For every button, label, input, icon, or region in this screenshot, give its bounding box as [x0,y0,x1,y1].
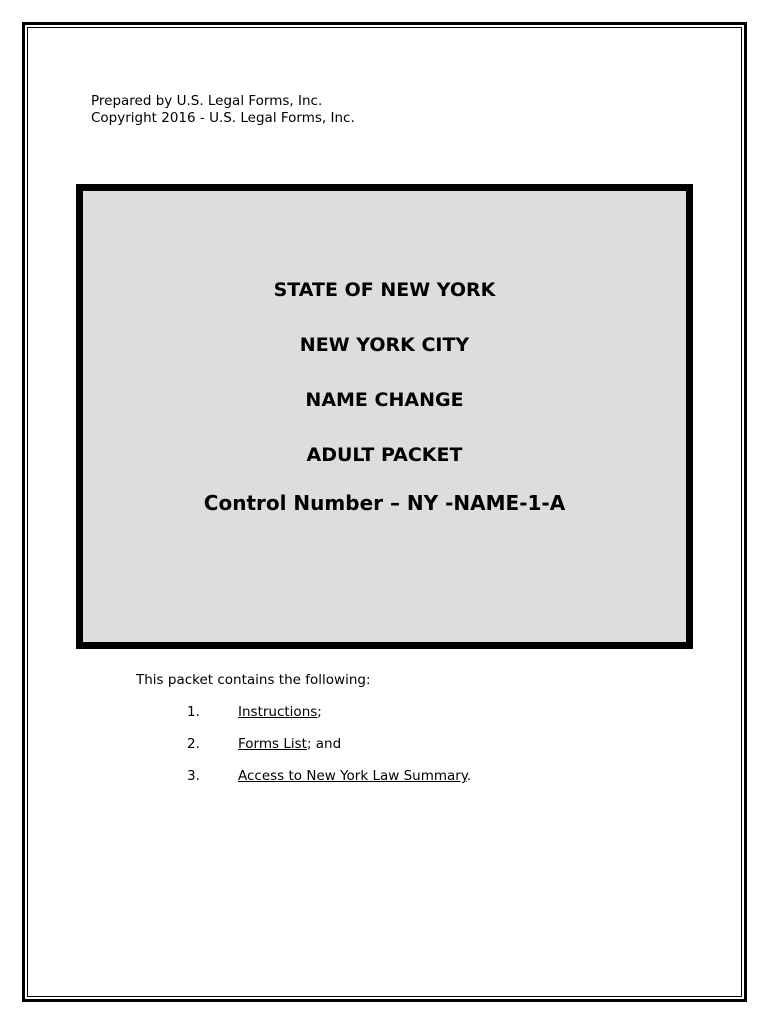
list-item-suffix: ; [317,704,322,720]
forms-list-link[interactable]: Forms List [238,736,307,752]
law-summary-link[interactable]: Access to New York Law Summary [238,768,467,784]
packet-title: ADULT PACKET [306,444,463,466]
list-item [187,736,341,752]
title-box [76,184,693,649]
list-item [187,768,471,784]
preparer-notice [91,93,355,127]
list-item-number: 2. [187,736,200,752]
city-title: NEW YORK CITY [299,334,470,356]
list-item-suffix: . [466,768,472,784]
list-item-number: 1. [187,704,200,720]
list-item-number: 3. [187,768,200,784]
list-item [187,704,322,720]
instructions-link[interactable]: Instructions [238,704,318,720]
copyright-text: Copyright 2016 - U.S. Legal Forms, Inc. [91,110,355,126]
state-title: STATE OF NEW YORK [273,279,496,301]
list-item-suffix: ; and [306,736,342,752]
prepared-by-text: Prepared by U.S. Legal Forms, Inc. [91,93,323,109]
subject-title: NAME CHANGE [305,389,464,411]
contents-intro: This packet contains the following: [136,672,371,688]
control-number: Control Number – NY -NAME-1-A [203,491,566,515]
